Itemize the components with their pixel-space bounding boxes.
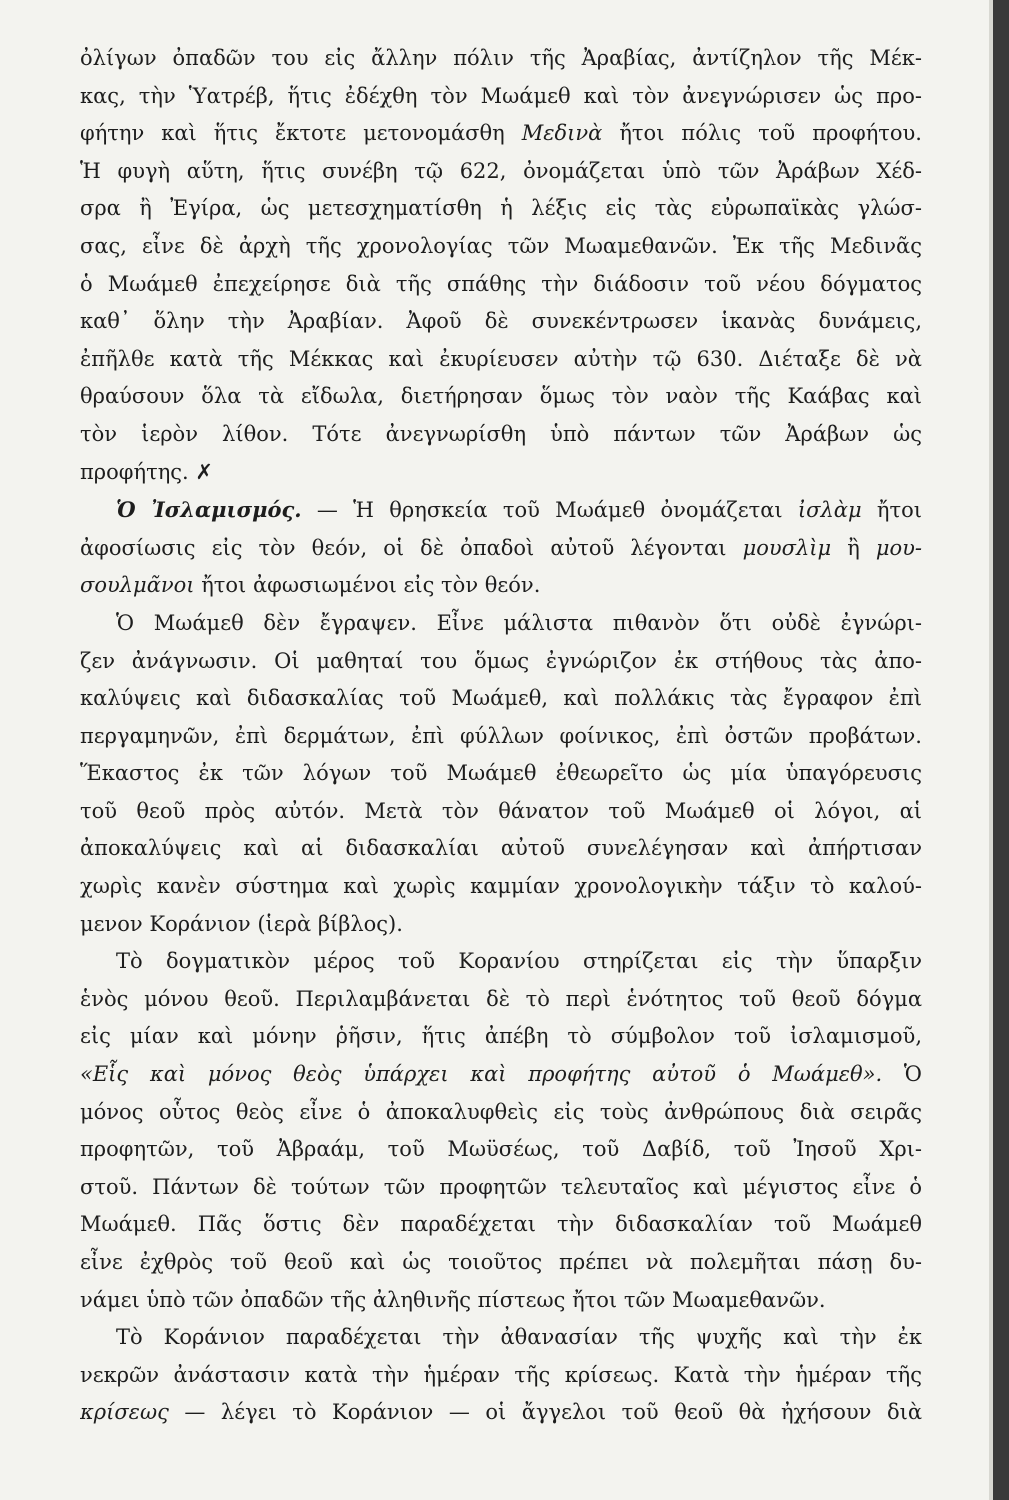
text-line [80, 266, 922, 304]
text-line [80, 680, 922, 718]
text-run: ἑνὸς μόνου θεοῦ. Περιλαμβάνεται δὲ τὸ περὶ ἑνότητος τοῦ θεοῦ δόγμα [80, 986, 922, 1011]
text-run: ἤτοι [861, 498, 922, 523]
text-run: σουλμᾶνοι [80, 573, 195, 598]
text-line [80, 755, 922, 793]
text-run: ὀλίγων ὀπαδῶν του εἰς ἄλλην πόλιν τῆς Ἀραβίας, ἀντίζηλον τῆς Μέκ- [80, 46, 922, 70]
text-run: ὁ Μωάμεθ ἐπεχείρησε διὰ τῆς σπάθης τὴν διάδοσιν τοῦ νέου δόγματος [80, 271, 922, 296]
text-line [80, 454, 922, 492]
text-run: θραύσουν ὅλα τὰ εἴδωλα, διετήρησαν ὅμως τὸν ναὸν τῆς Καάβας καὶ [80, 384, 922, 409]
text-line [80, 1131, 922, 1169]
text-run: ἢ [831, 535, 876, 560]
text-run: ἀφοσίωσις εἰς τὸν θεόν, οἱ δὲ ὀπαδοὶ αὐτοῦ λέγονται [80, 535, 743, 560]
text-line [80, 1244, 922, 1282]
text-line [80, 491, 922, 530]
text-line [80, 416, 922, 454]
text-line [80, 378, 922, 416]
text-run: εἶνε ἐχθρὸς τοῦ θεοῦ καὶ ὡς τοιοῦτος πρέπει νὰ πολεμῆται πάσῃ δυ- [80, 1250, 922, 1274]
text-line [80, 190, 922, 228]
text-run: ἤτοι πόλις τοῦ προφήτου. [602, 121, 922, 146]
text-line [80, 228, 922, 266]
text-run: ἀποκαλύψεις καὶ αἱ διδασκαλίαι αὐτοῦ συνελέγησαν καὶ ἀπήρτισαν [80, 836, 922, 861]
text-line [80, 78, 922, 116]
text-run: Τὸ δογματικὸν μέρος τοῦ Κορανίου στηρίζεται εἰς τὴν ὕπαρξιν [116, 949, 922, 974]
text-line [80, 1357, 922, 1395]
text-line [80, 40, 922, 78]
text-run: σας, εἶνε δὲ ἀρχὴ τῆς χρονολογίας τῶν Μωαμεθανῶν. Ἐκ τῆς Μεδινᾶς [80, 233, 922, 258]
text-run: ζεν ἀνάγνωσιν. Οἱ μαθηταί του ὅμως ἐγνώριζον ἐκ στήθους τὰς ἀπο- [80, 648, 922, 673]
text-line [80, 530, 922, 568]
body-text [80, 40, 922, 1432]
text-run: Ἕκαστος ἐκ τῶν λόγων τοῦ Μωάμεθ ἐθεωρεῖτο ὡς μία ὑπαγόρευσις [80, 761, 922, 786]
text-run: ἐπῆλθε κατὰ τῆς Μέκκας καὶ ἐκυρίευσεν αὐτὴν τῷ 630. Διέταξε δὲ νὰ [80, 346, 922, 371]
text-line [80, 1056, 922, 1094]
text-run: κας, τὴν Ὑατρέβ, ἥτις ἐδέχθη τὸν Μωάμεθ καὶ τὸν ἀνεγνώρισεν ὡς προ- [80, 83, 922, 108]
text-line [80, 1094, 922, 1132]
text-run: ἰσλὰμ [797, 498, 862, 523]
text-run: Μωάμεθ. Πᾶς ὅστις δὲν παραδέχεται τὴν διδασκαλίαν τοῦ Μωάμεθ [80, 1212, 922, 1237]
text-run: Ὁ Μωάμεθ δὲν ἔγραψεν. Εἶνε μάλιστα πιθανὸν ὅτι οὐδὲ ἐγνώρι- [116, 610, 922, 635]
text-line [80, 1319, 922, 1357]
text-run: σρα ἢ Ἐγίρα, ὡς μετεσχηματίσθη ἡ λέξις εἰς τὰς εὐρωπαϊκὰς γλώσ- [80, 196, 922, 221]
section-heading: Ὁ Ἰσλαμισμός. [116, 497, 302, 523]
text-run: — Ἡ θρησκεία τοῦ Μωάμεθ ὀνομάζεται [301, 498, 798, 523]
text-run: μου- [875, 535, 922, 560]
text-line [80, 341, 922, 379]
text-run: νεκρῶν ἀνάστασιν κατὰ τὴν ἡμέραν τῆς κρίσεως. Κατὰ τὴν ἡμέραν τῆς [80, 1362, 922, 1387]
text-run: μόνος οὗτος θεὸς εἶνε ὁ ἀποκαλυφθεὶς εἰς τοὺς ἀνθρώπους διὰ σειρᾶς [80, 1099, 922, 1124]
text-run: καθ᾽ ὅλην τὴν Ἀραβίαν. Ἀφοῦ δὲ συνεκέντρωσεν ἱκανὰς δυνάμεις, [80, 309, 922, 334]
page-edge [993, 0, 1009, 1500]
text-line [80, 567, 922, 605]
text-line [80, 906, 922, 944]
text-run: τοῦ θεοῦ πρὸς αὐτόν. Μετὰ τὸν θάνατον τοῦ Μωάμεθ οἱ λόγοι, αἱ [80, 798, 922, 823]
text-run: τὸν ἱερὸν λίθον. Τότε ἀνεγνωρίσθη ὑπὸ πάντων τῶν Ἀράβων ὡς [80, 421, 922, 446]
text-line [80, 868, 922, 906]
text-line [80, 981, 922, 1019]
text-run: προφητῶν, τοῦ Ἀβραάμ, τοῦ Μωϋσέως, τοῦ Δαβίδ, τοῦ Ἰησοῦ Χρι- [80, 1137, 922, 1162]
text-run: «Εἷς καὶ μόνος θεὸς ὑπάρχει καὶ προφήτης αὐτοῦ ὁ Μωάμεθ». [80, 1062, 883, 1087]
text-line [80, 1282, 922, 1320]
text-line [80, 793, 922, 831]
text-line [80, 718, 922, 756]
text-run: μενον Κοράνιον (ἱερὰ βίβλος). [80, 911, 403, 936]
text-line [80, 115, 922, 153]
text-line [80, 943, 922, 981]
text-run: Μεδινὰ [521, 121, 603, 146]
text-run: Ὁ [882, 1062, 922, 1087]
text-line [80, 303, 922, 341]
text-run: εἰς μίαν καὶ μόνην ῥῆσιν, ἥτις ἀπέβη τὸ σύμβολον τοῦ ἰσλαμισμοῦ, [80, 1024, 922, 1049]
text-run: στοῦ. Πάντων δὲ τούτων τῶν προφητῶν τελευταῖος καὶ μέγιστος εἶνε ὁ [80, 1174, 922, 1199]
text-run: περγαμηνῶν, ἐπὶ δερμάτων, ἐπὶ φύλλων φοίνικος, ἐπὶ ὀστῶν προβάτων. [80, 723, 922, 748]
text-run: — λέγει τὸ Κοράνιον — οἱ ἄγγελοι τοῦ θεοῦ θὰ ἠχήσουν διὰ [168, 1400, 922, 1425]
text-run: προφήτης. ✗ [80, 459, 213, 484]
text-run: χωρὶς κανὲν σύστημα καὶ χωρὶς καμμίαν χρονολογικὴν τάξιν τὸ καλού- [80, 874, 922, 899]
text-run: κρίσεως [80, 1400, 169, 1425]
text-line [80, 1394, 922, 1432]
text-run: μουσλὶμ [742, 535, 832, 560]
text-line [80, 153, 922, 191]
text-run: καλύψεις καὶ διδασκαλίας τοῦ Μωάμεθ, καὶ πολλάκις τὰς ἔγραφον ἐπὶ [80, 686, 922, 711]
text-line [80, 643, 922, 681]
text-run: νάμει ὑπὸ τῶν ὀπαδῶν τῆς ἀληθινῆς πίστεως ἤτοι τῶν Μωαμεθανῶν. [80, 1287, 826, 1312]
text-run: Τὸ Κοράνιον παραδέχεται τὴν ἀθανασίαν τῆς ψυχῆς καὶ τὴν ἐκ [116, 1325, 922, 1350]
text-run: ἤτοι ἀφωσιωμένοι εἰς τὸν θεόν. [194, 573, 541, 598]
text-run: φήτην καὶ ἥτις ἔκτοτε μετονομάσθη [80, 121, 522, 146]
text-line [80, 830, 922, 868]
text-line [80, 1018, 922, 1056]
text-line [80, 1206, 922, 1244]
text-line [80, 605, 922, 643]
text-line [80, 1169, 922, 1207]
text-run: Ἡ φυγὴ αὕτη, ἥτις συνέβη τῷ 622, ὀνομάζεται ὑπὸ τῶν Ἀράβων Χέδ- [80, 158, 922, 183]
